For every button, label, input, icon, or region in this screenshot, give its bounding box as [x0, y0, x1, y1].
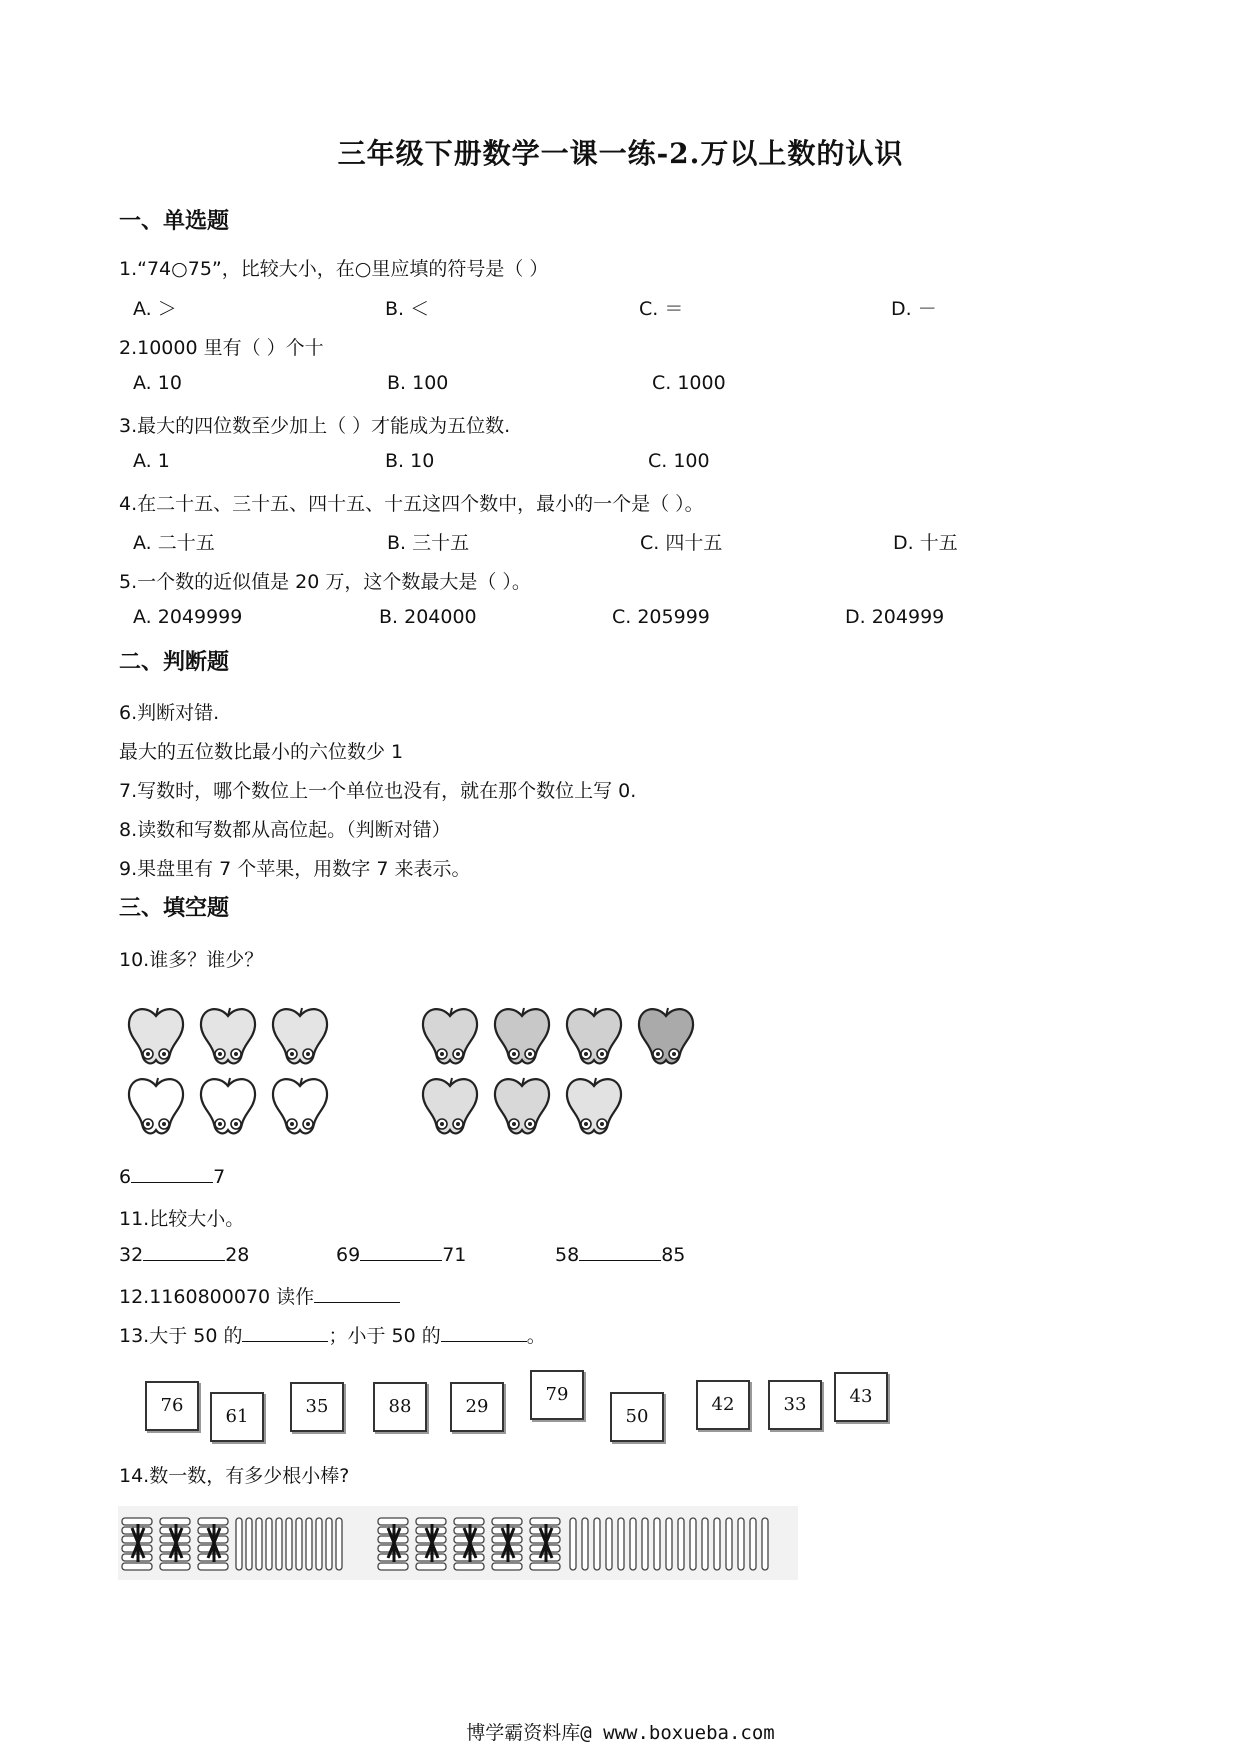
question-13: [119, 1321, 546, 1348]
loose-stick: [336, 1518, 342, 1570]
question-11: 11.比较大小。: [119, 1208, 245, 1230]
loose-stick: [726, 1518, 732, 1570]
number-card: 33: [768, 1380, 822, 1430]
apple: [567, 1078, 621, 1133]
apple: [273, 1008, 327, 1063]
question-3: 3.最大的四位数至少加上（ ）才能成为五位数.: [119, 415, 511, 437]
page-title: 三年级下册数学一课一练-2.万以上数的认识: [337, 137, 904, 170]
apple: [201, 1078, 255, 1133]
loose-stick: [246, 1518, 252, 1570]
number-card: 29: [450, 1382, 504, 1432]
loose-stick: [326, 1518, 332, 1570]
q11-pair-3: [555, 1244, 685, 1266]
q3-option-b: B. 10: [385, 450, 435, 472]
q10-answer-row: [119, 1166, 225, 1188]
q11-blank-3[interactable]: [579, 1244, 661, 1261]
apple: [495, 1078, 549, 1133]
loose-stick: [286, 1518, 292, 1570]
loose-stick: [256, 1518, 262, 1570]
number-card: 35: [290, 1382, 344, 1432]
loose-stick: [296, 1518, 302, 1570]
loose-stick: [702, 1518, 708, 1570]
q5-option-a: A. 2049999: [133, 606, 243, 628]
sticks-illustration: [118, 1506, 798, 1580]
q4-option-a: A. 二十五: [133, 532, 215, 554]
q4-option-d: D. 十五: [893, 532, 958, 554]
number-card: 88: [373, 1382, 427, 1432]
q11-pair-3-right: 85: [661, 1244, 686, 1266]
loose-stick: [306, 1518, 312, 1570]
loose-stick: [316, 1518, 322, 1570]
question-4: 4.在二十五、三十五、四十五、十五这四个数中，最小的一个是（ ）。: [119, 493, 704, 515]
loose-stick: [594, 1518, 600, 1570]
loose-stick: [714, 1518, 720, 1570]
question-10: 10.谁多？谁少？: [119, 949, 264, 971]
q2-option-b: B. 100: [387, 372, 449, 394]
q12-text: 12.1160800070 读作: [119, 1286, 315, 1308]
q3-option-a: A. 1: [133, 450, 170, 472]
number-card: 61: [210, 1392, 264, 1442]
q2-option-c: C. 1000: [652, 372, 726, 394]
footer-watermark: 博学霸资料库@ www.boxueba.com: [466, 1722, 775, 1744]
q11-pair-2-right: 71: [442, 1244, 467, 1266]
question-2: 2.10000 里有（ ）个十: [119, 337, 324, 359]
question-5: 5.一个数的近似值是 20 万，这个数最大是（ ）。: [119, 571, 531, 593]
loose-stick: [606, 1518, 612, 1570]
apple: [129, 1008, 183, 1063]
loose-stick: [630, 1518, 636, 1570]
number-card: 76: [145, 1381, 199, 1431]
q11-blank-1[interactable]: [143, 1244, 225, 1261]
q4-option-c: C. 四十五: [640, 532, 723, 554]
question-9: 9.果盘里有 7 个苹果，用数字 7 来表示。: [119, 858, 471, 880]
q13-prefix: 13.大于 50 的: [119, 1325, 243, 1347]
question-8: 8.读数和写数都从高位起。（判断对错）: [119, 819, 451, 841]
apple: [495, 1008, 549, 1063]
q5-option-c: C. 205999: [612, 606, 710, 628]
q4-option-b: B. 三十五: [387, 532, 470, 554]
number-card: 42: [696, 1380, 750, 1430]
loose-stick: [750, 1518, 756, 1570]
section-heading-true-false: 二、判断题: [119, 650, 230, 675]
q11-pair-1-left: 32: [119, 1244, 144, 1266]
q3-option-c: C. 100: [648, 450, 710, 472]
q2-option-a: A. 10: [133, 372, 182, 394]
loose-stick: [678, 1518, 684, 1570]
loose-stick: [738, 1518, 744, 1570]
question-12: [119, 1282, 400, 1309]
loose-stick: [236, 1518, 242, 1570]
section-heading-single-choice: 一、单选题: [119, 209, 230, 234]
q12-blank[interactable]: [314, 1286, 400, 1303]
number-card: 50: [610, 1392, 664, 1442]
q11-pair-2: [336, 1244, 466, 1266]
loose-stick: [666, 1518, 672, 1570]
q11-pair-2-left: 69: [336, 1244, 361, 1266]
question-6-statement: 最大的五位数比最小的六位数少 1: [119, 741, 404, 763]
q5-option-b: B. 204000: [379, 606, 477, 628]
q13-end: 。: [526, 1325, 546, 1347]
loose-stick: [618, 1518, 624, 1570]
q1-option-c: C. ＝: [639, 298, 684, 320]
question-6: 6.判断对错.: [119, 702, 220, 724]
question-1: 1.“74○75”，比较大小，在○里应填的符号是（ ）: [119, 258, 549, 280]
loose-stick: [762, 1518, 768, 1570]
loose-stick: [654, 1518, 660, 1570]
question-7: 7.写数时，哪个数位上一个单位也没有，就在那个数位上写 0.: [119, 780, 637, 802]
apple: [273, 1078, 327, 1133]
q13-mid: ；小于 50 的: [328, 1325, 441, 1347]
q5-option-d: D. 204999: [845, 606, 945, 628]
q11-pair-1-right: 28: [225, 1244, 250, 1266]
q13-blank-less[interactable]: [441, 1325, 527, 1342]
question-14: 14.数一数，有多少根小棒?: [119, 1465, 350, 1487]
q11-pair-1: [119, 1244, 249, 1266]
apple: [423, 1078, 477, 1133]
q1-option-a: A. ＞: [133, 298, 177, 320]
q11-blank-2[interactable]: [360, 1244, 442, 1261]
apple: [129, 1078, 183, 1133]
q10-blank[interactable]: [131, 1166, 213, 1183]
apple-group-left: [129, 1008, 327, 1133]
apple-group-right: [423, 1008, 693, 1133]
apple: [639, 1008, 693, 1063]
loose-stick: [582, 1518, 588, 1570]
number-card: 43: [834, 1372, 888, 1422]
q11-pair-3-left: 58: [555, 1244, 580, 1266]
apple: [567, 1008, 621, 1063]
q1-option-d: D. －: [891, 298, 937, 320]
q13-blank-greater[interactable]: [242, 1325, 328, 1342]
apple: [423, 1008, 477, 1063]
q10-right-number: 7: [213, 1166, 226, 1188]
section-heading-fill-blank: 三、填空题: [119, 896, 230, 921]
loose-stick: [266, 1518, 272, 1570]
loose-stick: [642, 1518, 648, 1570]
loose-stick: [690, 1518, 696, 1570]
loose-stick: [276, 1518, 282, 1570]
q10-left-number: 6: [119, 1166, 132, 1188]
number-card: 79: [530, 1370, 584, 1420]
apple-illustration: [118, 1000, 718, 1150]
loose-stick: [570, 1518, 576, 1570]
q1-option-b: B. ＜: [385, 298, 430, 320]
apple: [201, 1008, 255, 1063]
